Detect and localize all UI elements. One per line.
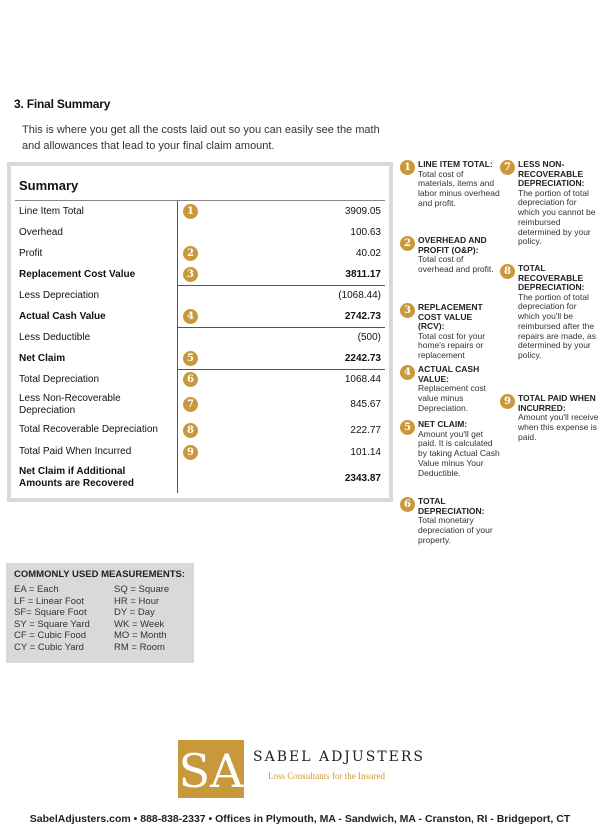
number-badge: 9 — [183, 445, 198, 460]
number-badge: 3 — [400, 303, 415, 318]
summary-row-label: Less Non-Recoverable Depreciation — [19, 392, 121, 416]
number-badge: 2 — [400, 236, 415, 251]
definition-item — [400, 420, 500, 478]
summary-row — [15, 243, 385, 264]
definition-item — [400, 497, 500, 545]
definition-item — [400, 236, 500, 275]
sabel-logo-mark — [178, 740, 244, 798]
summary-row-value: 101.14 — [350, 446, 381, 458]
summary-row-value: 222.77 — [350, 424, 381, 436]
definition-description: Total cost of overhead and profit. — [418, 254, 494, 274]
number-badge: 1 — [183, 204, 198, 219]
number-badge: 5 — [400, 420, 415, 435]
measurements-right-column — [114, 584, 169, 653]
summary-row — [15, 390, 385, 419]
summary-row-value: 2343.87 — [344, 472, 381, 484]
summary-row-label: Line Item Total — [19, 205, 84, 217]
number-badge: 9 — [500, 394, 515, 409]
measurement-item: HR = Hour — [114, 595, 160, 607]
summary-row-value: 2242.73 — [344, 353, 381, 364]
summary-row — [15, 327, 385, 348]
number-badge: 4 — [400, 365, 415, 380]
definition-description: Total cost of materials, items and labor minus overhead and profit. — [418, 168, 500, 208]
subtotal-rule — [177, 285, 385, 286]
logo-letters: SA — [178, 744, 244, 798]
definition-term: LINE ITEM TOTAL: — [418, 159, 493, 169]
summary-row-label: Less Depreciation — [19, 289, 100, 301]
measurement-item: CF = Cubic Food — [14, 630, 87, 641]
definition-term: TOTAL PAID WHEN INCURRED: — [518, 393, 596, 413]
definition-item — [400, 365, 500, 413]
summary-row-value: (1068.44) — [338, 290, 381, 301]
definition-term: OVERHEAD AND PROFIT (O&P): — [418, 235, 487, 255]
measurement-item: MO = Month — [114, 630, 167, 641]
summary-row-label: Overhead — [19, 226, 63, 238]
number-badge: 3 — [183, 267, 198, 282]
measurements-title: COMMONLY USED MEASUREMENTS: — [14, 569, 186, 580]
summary-row-value: 2742.73 — [344, 311, 381, 322]
summary-row-label: Replacement Cost Value — [19, 268, 136, 280]
measurement-item: DY = Day — [114, 607, 155, 618]
definition-term: TOTAL RECOVERABLE DEPRECIATION: — [518, 263, 585, 292]
summary-row-value: 40.02 — [355, 248, 381, 259]
definition-item — [500, 160, 600, 247]
summary-rows — [15, 201, 385, 494]
number-badge: 8 — [183, 423, 198, 438]
summary-row-label: Total Recoverable Depreciation — [19, 424, 158, 435]
definition-item — [500, 264, 600, 361]
summary-row-label: Profit — [19, 247, 43, 259]
measurement-item: SY = Square Yard — [14, 618, 90, 630]
summary-row-label: Net Claim — [19, 352, 66, 364]
subtotal-rule — [177, 369, 385, 370]
summary-row-label: Actual Cash Value — [19, 310, 106, 322]
summary-row — [15, 419, 385, 441]
definition-term: TOTAL DEPRECIATION: — [418, 496, 485, 516]
summary-table — [7, 162, 393, 502]
definition-item — [400, 160, 500, 209]
summary-row-value: (500) — [357, 332, 381, 343]
measurement-item: CY = Cubic Yard — [14, 641, 84, 653]
number-badge: 2 — [183, 246, 198, 261]
summary-row-label: Total Paid When Incurred — [19, 446, 132, 457]
definition-term: ACTUAL CASH VALUE: — [418, 364, 480, 384]
summary-row — [15, 285, 385, 306]
summary-row-value: 3811.17 — [345, 269, 381, 280]
definition-description: The portion of total depreciation for which you'll be reimbursed after the repairs are made, as determined by your policy. — [518, 291, 596, 361]
summary-title: Summary — [19, 178, 79, 193]
summary-row-value: 1068.44 — [344, 374, 381, 385]
summary-row — [15, 463, 385, 493]
section-heading: 3. Final Summary — [14, 97, 111, 111]
measurement-item: LF = Linear Foot — [14, 595, 84, 607]
subtotal-rule — [177, 327, 385, 328]
number-badge: 8 — [500, 264, 515, 279]
number-badge: 4 — [183, 309, 198, 324]
footer-contact: SabelAdjusters.com • 888-838-2337 • Offices in Plymouth, MA - Sandwich, MA - Cranston, RI - Bridgeport, CT — [29, 813, 571, 825]
measurements-left-column — [14, 584, 114, 653]
definition-description: Amount you'll receive when this expense is paid. — [518, 412, 599, 442]
definition-description: The portion of total depreciation for which you cannot be reimbursed determined by your policy. — [518, 187, 596, 247]
summary-row — [15, 264, 385, 285]
summary-row — [15, 222, 385, 243]
measurement-item: EA = Each — [14, 584, 59, 595]
summary-row-value: 100.63 — [350, 227, 381, 238]
number-badge: 5 — [183, 351, 198, 366]
number-badge: 1 — [400, 160, 415, 175]
number-badge: 6 — [183, 372, 198, 387]
summary-row-value: 3909.05 — [344, 206, 381, 217]
intro-text: This is where you get all the costs laid out so you can easily see the math and allowances that lead to your final claim amount. — [22, 124, 380, 152]
number-badge: 7 — [183, 397, 198, 412]
summary-row-label: Less Deductible — [19, 331, 91, 343]
measurements-box — [6, 563, 194, 663]
brand-tagline: Loss Consultants for the Insured — [268, 771, 385, 781]
definition-term: NET CLAIM: — [418, 419, 468, 429]
summary-row — [15, 201, 385, 222]
brand-name: SABEL ADJUSTERS — [253, 749, 425, 765]
summary-row — [15, 348, 385, 369]
column-divider — [177, 201, 178, 493]
measurement-item: WK = Week — [114, 618, 165, 630]
definition-description: Replacement cost value minus Depreciation. — [418, 383, 487, 413]
definition-term: REPLACEMENT COST VALUE (RCV): — [418, 302, 483, 331]
summary-row — [15, 441, 385, 463]
summary-row — [15, 306, 385, 327]
definition-description: Total cost for your home's repairs or replacement — [418, 330, 486, 361]
definition-description: Total monetary depreciation of your property. — [418, 515, 493, 545]
summary-row — [15, 369, 385, 390]
definition-description: Amount you'll get paid. It is calculated by taking Actual Cash Value minus Your Deductible. — [418, 428, 500, 478]
number-badge: 6 — [400, 497, 415, 512]
definition-item — [500, 394, 600, 442]
definition-item — [400, 303, 500, 361]
measurement-item: SQ = Square — [114, 584, 170, 595]
number-badge: 7 — [500, 160, 515, 175]
summary-row-label: Total Depreciation — [19, 373, 100, 385]
measurement-item: RM = Room — [114, 641, 165, 653]
definition-term: LESS NON-RECOVERABLE DEPRECIATION: — [518, 159, 585, 188]
summary-row-value: 845.67 — [350, 399, 381, 410]
measurement-item: SF= Square Foot — [14, 607, 87, 618]
summary-row-label: Net Claim if Additional Amounts are Recovered — [19, 466, 135, 489]
